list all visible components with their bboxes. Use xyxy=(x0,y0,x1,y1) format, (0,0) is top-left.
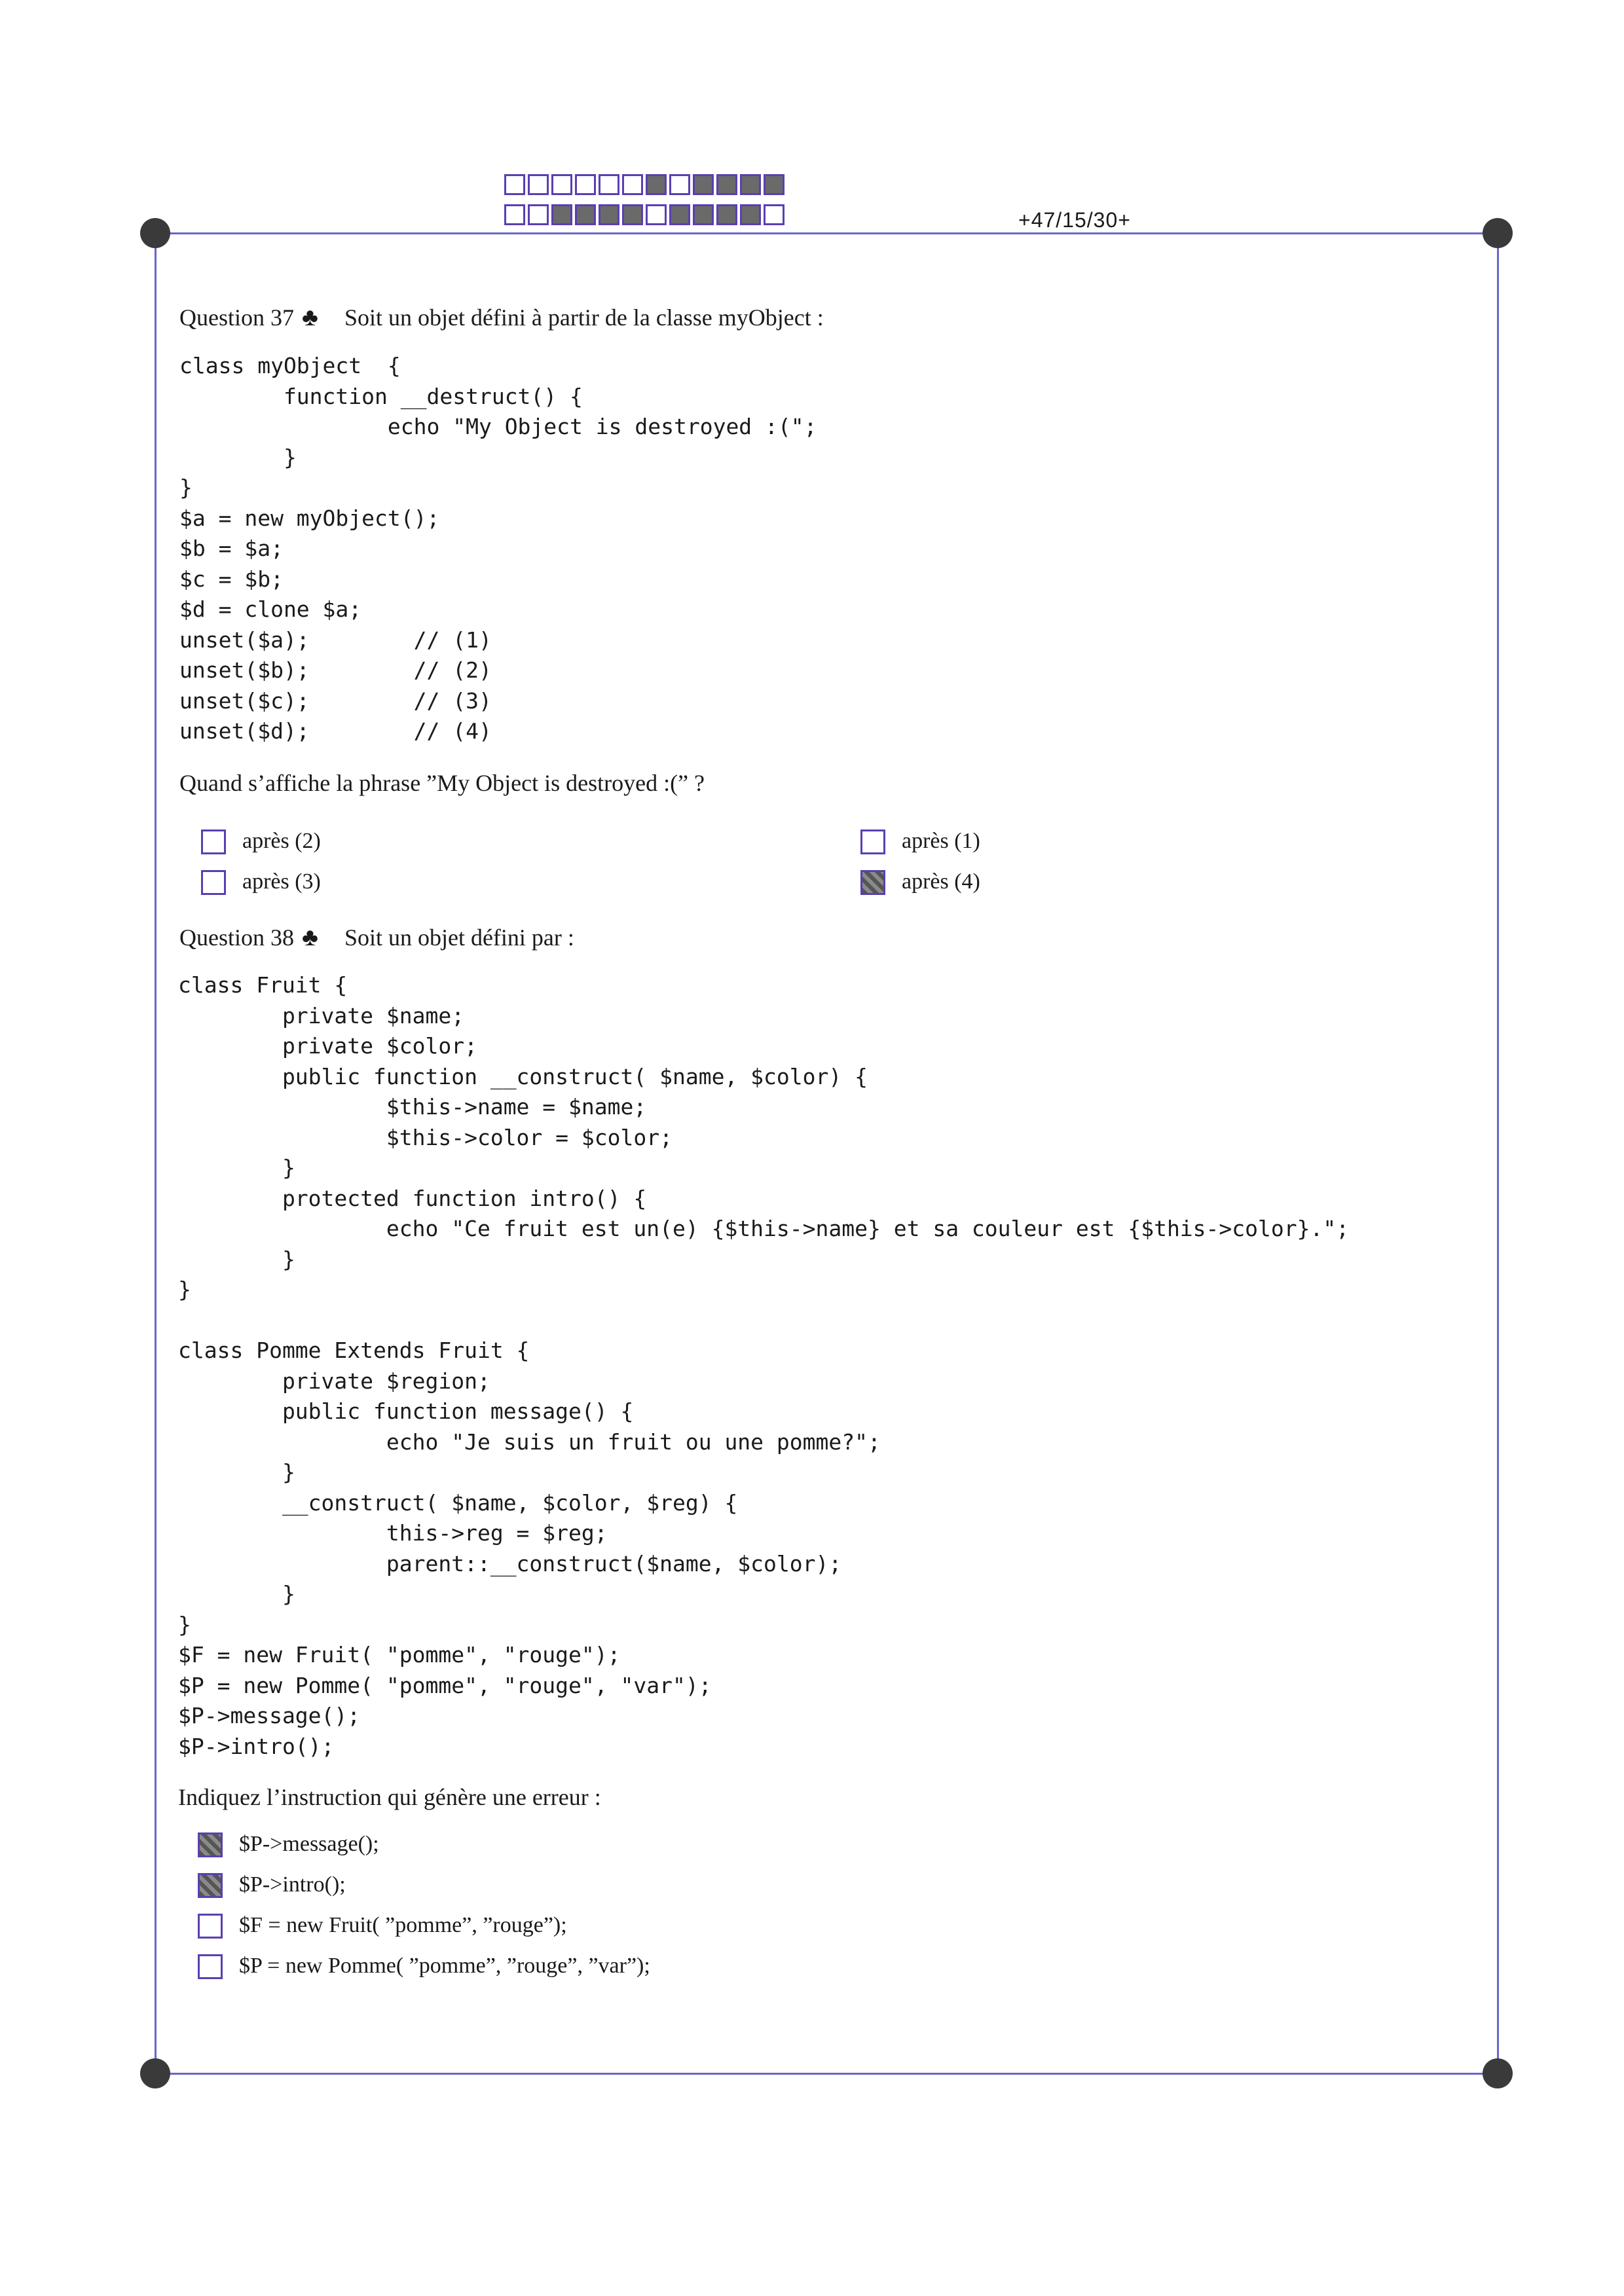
q37-option-3-checkbox[interactable] xyxy=(201,870,226,895)
q37-option-3-label: après (3) xyxy=(242,869,321,894)
id-grid-cell xyxy=(599,174,619,195)
club-icon: ♣ xyxy=(302,924,318,951)
question-38-heading xyxy=(179,922,574,953)
id-grid-cell xyxy=(504,174,525,195)
id-grid-row-2 xyxy=(504,204,787,225)
id-grid-cell xyxy=(646,204,667,225)
frame-bottom-line xyxy=(155,2073,1498,2075)
q38-option-1-checkbox[interactable] xyxy=(198,1832,223,1857)
question-37-prompt: Quand s’affiche la phrase ”My Object is destroyed :(” ? xyxy=(179,770,705,796)
id-grid-cell xyxy=(551,204,572,225)
frame-top-line xyxy=(155,232,1498,234)
frame-right-line xyxy=(1497,232,1499,2075)
id-grid-cell xyxy=(528,174,549,195)
id-grid-cell xyxy=(528,204,549,225)
id-grid-cell xyxy=(575,174,596,195)
id-grid-cell xyxy=(669,204,690,225)
id-grid-cell xyxy=(622,174,643,195)
q38-option-4-label: $P = new Pomme( ”pomme”, ”rouge”, ”var”); xyxy=(239,1954,650,1978)
question-38-code: class Fruit { private $name; private $color; public function __construct( $name, $color) { $this->name = $name; $this->color = $color; } protected function intro() { echo "Ce fruit est un(e) {$this->name} et sa couleur est {$this->color}."; } } class Pomme Extends Fruit { private $region; public function message() { echo "Je suis un fruit ou une pomme?"; } __construct( $name, $color, $reg) { this->reg = $reg; parent::__construct($name, $color); } } $F = new Fruit( "pomme", "rouge"); $P = new Pomme( "pomme", "rouge", "var"); $P->message(); $P->intro(); xyxy=(178,972,1350,1759)
q37-option-2-checkbox[interactable] xyxy=(860,829,885,854)
page-code: +47/15/30+ xyxy=(1018,208,1131,232)
question-37-code: class myObject { function __destruct() { echo "My Object is destroyed :("; } } $a = new myObject(); $b = $a; $c = $b; $d = clone $a; unset($a); // (1) unset($b); // (2) unset($c); // (3) unset($d); // (4) xyxy=(179,353,817,744)
id-grid-cell xyxy=(740,204,761,225)
question-38-intro: Soit un objet défini par : xyxy=(344,924,574,951)
q38-option-3-label: $F = new Fruit( ”pomme”, ”rouge”); xyxy=(239,1913,567,1937)
id-grid-cell xyxy=(551,174,572,195)
q37-option-4-label: après (4) xyxy=(902,869,980,894)
q38-option-1-label: $P->message(); xyxy=(239,1832,379,1856)
id-grid-cell xyxy=(764,204,784,225)
id-grid-cell xyxy=(693,204,714,225)
corner-mark-bottom-right xyxy=(1483,2058,1513,2088)
id-grid-cell xyxy=(599,204,619,225)
id-grid-cell xyxy=(646,174,667,195)
id-grid-row-1 xyxy=(504,174,787,195)
id-grid-cell xyxy=(693,174,714,195)
question-38-prompt: Indiquez l’instruction qui génère une erreur : xyxy=(178,1784,601,1810)
id-grid-cell xyxy=(716,204,737,225)
id-grid-cell xyxy=(716,174,737,195)
club-icon: ♣ xyxy=(302,304,318,331)
corner-mark-top-right xyxy=(1483,218,1513,248)
q37-option-4-checkbox[interactable] xyxy=(860,870,885,895)
id-grid-cell xyxy=(504,204,525,225)
question-38-label: Question 38 xyxy=(179,924,294,951)
q38-option-2-checkbox[interactable] xyxy=(198,1873,223,1898)
question-37-intro: Soit un objet défini à partir de la classe myObject : xyxy=(344,304,824,331)
q38-option-2-label: $P->intro(); xyxy=(239,1872,346,1897)
question-37-label: Question 37 xyxy=(179,304,294,331)
id-grid-cell xyxy=(622,204,643,225)
question-37-heading xyxy=(179,302,824,333)
q37-option-2-label: après (1) xyxy=(902,829,980,853)
corner-mark-bottom-left xyxy=(140,2058,170,2088)
frame-left-line xyxy=(155,232,157,2075)
corner-mark-top-left xyxy=(140,218,170,248)
q38-option-3-checkbox[interactable] xyxy=(198,1914,223,1939)
id-grid-cell xyxy=(764,174,784,195)
id-grid-cell xyxy=(575,204,596,225)
q37-option-1-label: après (2) xyxy=(242,829,321,853)
q38-option-4-checkbox[interactable] xyxy=(198,1954,223,1979)
id-grid-cell xyxy=(669,174,690,195)
q37-option-1-checkbox[interactable] xyxy=(201,829,226,854)
id-grid-cell xyxy=(740,174,761,195)
